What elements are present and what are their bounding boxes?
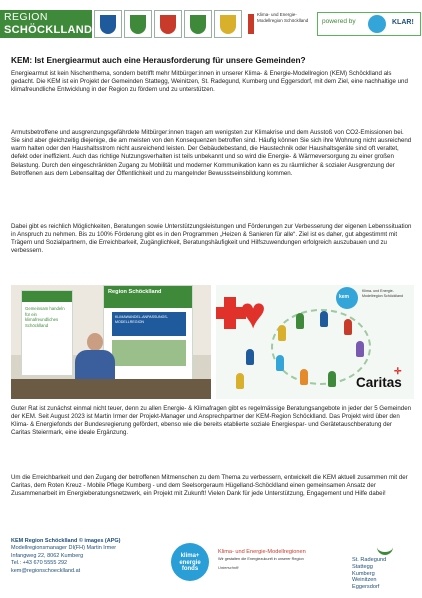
signature: Unterschrift [218, 565, 239, 571]
caritas-logo: Caritas [356, 375, 402, 390]
banner-large-sub: KLIMAWANDEL-ANPASSUNGS-MODELLREGION [115, 315, 168, 324]
banner-small-text: Gemeinsam handeln für ein klimafreundliches Schöcklland [25, 306, 65, 328]
contact-phone: Tel.: +43 670 5555 292 [11, 560, 68, 567]
banner-small-header [22, 291, 72, 302]
crest-shape [190, 15, 206, 34]
person-icon [320, 311, 328, 327]
crest-icon [184, 10, 212, 38]
article-paragraph-4: Guter Rat ist zunächst einmal nicht teuer, denn zu allen Energie- & Klimafragen gibt es regelmässige Beratungsangebote in jeder der 5 Gemeinden der KEM. Seit August 2023 ist Martin Irmer der Projekt-Manager und Ansprechpartner der KEM-Region Schöcklland. Das Projekt wird über den Klima- & Energiefonds der Bundesregierung gefördert, ebenso wie die bereits etablierte soziale Energiespar- und Gerätetauschberatung der Caritas Steiermark, eine ideale Ergänzung. [11, 405, 412, 437]
klimafonds-ball-icon [368, 15, 386, 33]
partner-logo-text: Klima- und Energie-Modellregion Schöcklland [257, 12, 309, 23]
footer-contact [11, 538, 179, 575]
banner-large-image [112, 340, 186, 366]
heart-icon: ♥ [240, 289, 267, 338]
kem-ball-label: kem [339, 294, 350, 300]
gemeinde-name: Weinitzen [352, 577, 377, 584]
crest-shape [220, 15, 236, 34]
powered-by-label: powered by [322, 18, 356, 25]
powered-by-box [317, 12, 421, 36]
crest-shape [130, 15, 146, 34]
region-schoecklland-logo [0, 10, 92, 38]
article-paragraph-1: Energiearmut ist kein Nischenthema, sondern betrifft mehr Mitbürger:innen in unserer Klima- & Energie-Modellregion (KEM) Schöcklland als gedacht. Die KEM ist ein Projekt der Gemeinden Stattegg, Weinitzen, St. Radegund, Kumberg und Eggersdorf, mit dem Ziel, eine nachhaltige und klimafreundliche Entwicklung in der Region zu fördern und zu unterstützen. [11, 70, 408, 94]
crest-icon [94, 10, 122, 38]
contact-line: Infangweg 22, 8062 Kumberg [11, 552, 84, 559]
kem-side-text: Klima- und Energie-Modellregion Schöcklland [362, 289, 403, 298]
person-icon [344, 319, 352, 335]
person-head [87, 333, 103, 351]
kem-ball-logo [336, 287, 358, 309]
partner-logo-bar-icon [248, 14, 254, 34]
page-header [0, 0, 422, 44]
article-title: KEM: Ist Energiearmut auch eine Herausforderung für unsere Gemeinden? [11, 55, 306, 65]
modellregion-title: Klima- und Energie-Modellregionen [218, 549, 306, 555]
article-paragraph-5: Um die Erreichbarkeit und den Zugang der betroffenen Mitmenschen zu dem Thema zu verbessern, entwickelt die KEM aktuell zusammen mit der Caritas, dem Roten Kreuz - Mobile Pflege Kumberg - und dem Seelsorgeraum Hügelland-Schöcklland einen gemeinsamen Ansatz der Zusammenarbeit im Energieberatungsnetzwerk, ein Projekt mit Zukunft! Vielen Dank für jede Unterstützung, Engagement und Hilfe dabei! [11, 474, 408, 498]
caritas-illustration [216, 285, 414, 399]
gemeinde-name: Stattegg [352, 563, 373, 570]
gemeinden-logo [352, 543, 418, 591]
crest-icon [124, 10, 152, 38]
rollup-banner-small [21, 290, 73, 376]
caritas-cross-icon: ✛ [394, 366, 402, 376]
person-icon [246, 349, 254, 365]
contact-email[interactable]: kem@regionschoecklland.at [11, 567, 81, 574]
person-icon [296, 313, 304, 329]
klar-logo: KLAR! [392, 19, 414, 26]
gemeinde-name: Kumberg [352, 570, 375, 577]
article-paragraph-3: Dabei gibt es reichlich Möglichkeiten, Beratungen sowie Unterstützungsleistungen und Förderungen zur Verbesserung der eigenen Lebenssituation in Anspruch zu nehmen. Bis zu 100% Förderung gibt es in den Programmen „Heizen & Sanieren für alle“. Ziel ist es daher, gut abgestimmt mit Trägern und Sozialpartnern, die Erreichbarkeit, Zugänglichkeit, Beratungshäufigkeit und Hilfszuwendungen erfolgreich auszubauen und zu verbessern. [11, 223, 412, 255]
person-icon [276, 355, 284, 371]
modellregion-sub: Wir gestalten die Energiezukunft in unserer Region [218, 556, 304, 561]
person-icon [356, 341, 364, 357]
crest-icon [214, 10, 242, 38]
banner-large-title: Region Schöcklland [108, 289, 162, 295]
modellregion-logo [218, 549, 310, 570]
person-icon [278, 325, 286, 341]
kem-partner-logo [248, 12, 312, 38]
person-icon [236, 373, 244, 389]
gemeinde-name: St. Radegund [352, 557, 387, 563]
banner-large-header [104, 286, 192, 308]
crest-shape [100, 15, 116, 34]
gemeinde-name: Eggersdorf [352, 584, 380, 591]
person-icon [300, 369, 308, 385]
photo-table [11, 379, 211, 399]
article-paragraph-2: Armutsbetroffene und ausgrenzungsgefährdete Mitbürger:innen tragen am wenigsten zur Klimakrise und dem Ausstoß von CO2-Emissionen bei. Sie sind aber gleichzeitig diejenige, die am meisten von den Konsequenzen betroffen sind. Häufig können Sie sich ihre Wohnung nicht ausreichend warm halten oder den Haushaltsstrom nicht ausreichend leisten. Der Gebäudebestand, die Haustechnik oder Haushaltsgeräte sind oft veraltet, defekt oder ineffizient. Auch das richtige Nutzungsverhalten ist teils unbekannt und so wird die Energie- & Wärmeversorgung zu einer großen Belastung. Durch den eingeschränkten Zugang zu Mobilität und moderner Kommunikation kann es zu räumlicher & sozialer Ausgrenzung der Betroffenen aus dem Lebensalltag der Öffentlichkeit und zu mangelnder Bewusstseinsbildung kommen. [11, 129, 412, 177]
klimafonds-logo [171, 543, 209, 581]
contact-line: Modellregionsmanager DI(FH) Martin Irmer [11, 545, 117, 552]
booth-photo [11, 285, 211, 399]
crest-shape [160, 15, 176, 34]
person-icon [328, 371, 336, 387]
gemeinden-mark-icon [377, 543, 393, 555]
municipality-crests [94, 10, 244, 38]
contact-name: KEM Region Schöcklland © images (APG) [11, 538, 121, 544]
region-logo-line2: SCHÖCKLLAND [4, 24, 93, 36]
klimafonds-text: klima+ energie fonds [179, 553, 201, 573]
crest-icon [154, 10, 182, 38]
region-logo-line1: REGION [4, 11, 48, 23]
banner-large-subbox [112, 312, 186, 336]
